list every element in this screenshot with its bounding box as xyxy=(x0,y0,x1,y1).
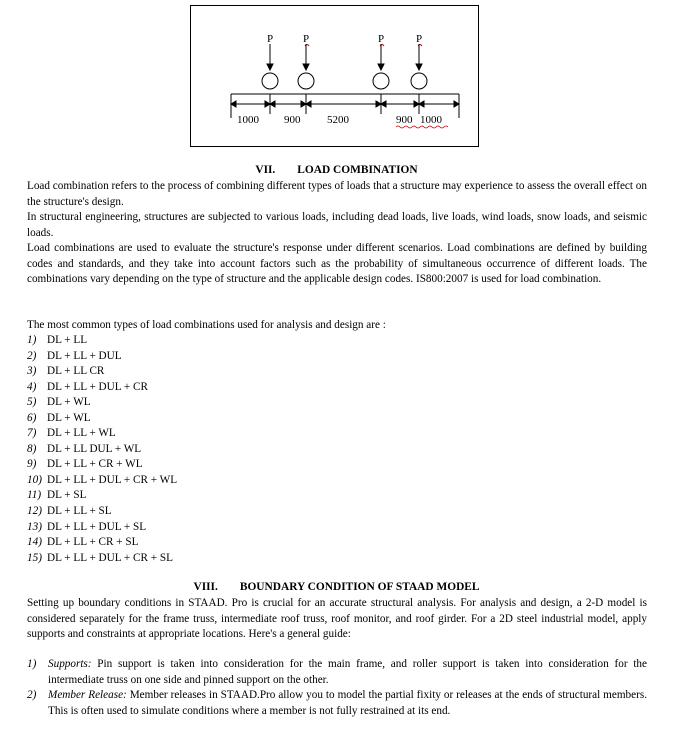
list-item: 10) DL + LL + DUL + CR + WL xyxy=(27,473,178,486)
section-title: LOAD COMBINATION xyxy=(297,164,418,176)
list-item: 13) DL + LL + DUL + SL xyxy=(27,520,147,533)
list-item: 15) DL + LL + DUL + CR + SL xyxy=(27,551,173,564)
list-item: 1) Supports: Pin support is taken into consideration for the main frame, and roller support is taken into consideration for the intermediate truss on one side and pinned support on the other. xyxy=(27,658,647,686)
load-label: P xyxy=(416,33,423,45)
dimension-value: 5200 xyxy=(327,114,349,126)
dimension-value: 1000 xyxy=(237,114,259,126)
load-combination-list xyxy=(27,333,177,566)
wheels xyxy=(262,73,427,89)
section-heading-load-combination xyxy=(0,163,673,179)
list-item: 6) DL + WL xyxy=(27,411,91,424)
list-intro: The most common types of load combinations used for analysis and design are : xyxy=(27,319,386,331)
list-item: 5) DL + WL xyxy=(27,396,91,409)
section-number: VIII. xyxy=(193,581,218,593)
paragraph: Load combination refers to the process of combining different types of loads that a structure may experience to assess the overall effect on the structure's design. xyxy=(27,180,647,208)
paragraph: Setting up boundary conditions in STAAD. Pro is crucial for an accurate structural analysis. For analysis and design, a 2-D model is considered separately for the frame truss, intermediate roof truss, roof monitor, and roof girder. For a 2D steel industrial model, apply supports and constraints at appropriate locations. Here's a general guide: xyxy=(27,597,647,640)
list-item: 4) DL + LL + DUL + CR xyxy=(27,380,148,393)
list-item: 1) DL + LL xyxy=(27,334,88,346)
dimension-value: 900 xyxy=(396,114,413,126)
list-item: 11) DL + SL xyxy=(27,489,87,502)
load-label: P xyxy=(378,33,385,45)
list-item: 2) DL + LL + DUL xyxy=(27,349,122,362)
dimension-value: 900 xyxy=(284,114,301,126)
section-title: BOUNDARY CONDITION OF STAAD MODEL xyxy=(239,581,480,593)
paragraph: In structural engineering, structures are subjected to various loads, including dead loads, live loads, wind loads, snow loads, and seismic loads. xyxy=(27,211,647,239)
boundary-condition-list xyxy=(27,657,647,719)
load-label: P xyxy=(303,33,310,45)
load-diagram-svg xyxy=(191,6,480,148)
list-item: 7) DL + LL + WL xyxy=(27,427,116,440)
paragraph: Load combinations are used to evaluate the structure's response under different scenarios. Load combinations are defined by building codes and standards, and they take into account factors such as the probability of simultaneous occurrence of different loads. The combinations vary depending on the type of structure and the applicable design codes. IS800:2007 is used for load combination. xyxy=(27,242,647,285)
list-item: 9) DL + LL + CR + WL xyxy=(27,458,143,471)
list-item: 8) DL + LL DUL + WL xyxy=(27,442,142,455)
load-diagram xyxy=(190,5,479,147)
list-item: 12) DL + LL + SL xyxy=(27,505,112,518)
load-label: P xyxy=(267,33,274,45)
list-item: 14) DL + LL + CR + SL xyxy=(27,536,139,549)
spell-mark xyxy=(396,126,448,128)
list-item: 3) DL + LL CR xyxy=(27,365,105,378)
list-item: 2) Member Release: Member releases in STAAD.Pro allow you to model the partial fixity or releases at the ends of structural members. This is often used to simulate conditions where a member is not fully restrained at its end. xyxy=(27,689,647,717)
dimension-value: 1000 xyxy=(420,114,442,126)
section-heading-boundary-condition xyxy=(0,580,673,596)
section-number: VII. xyxy=(255,164,276,176)
load-arrows xyxy=(267,44,422,70)
